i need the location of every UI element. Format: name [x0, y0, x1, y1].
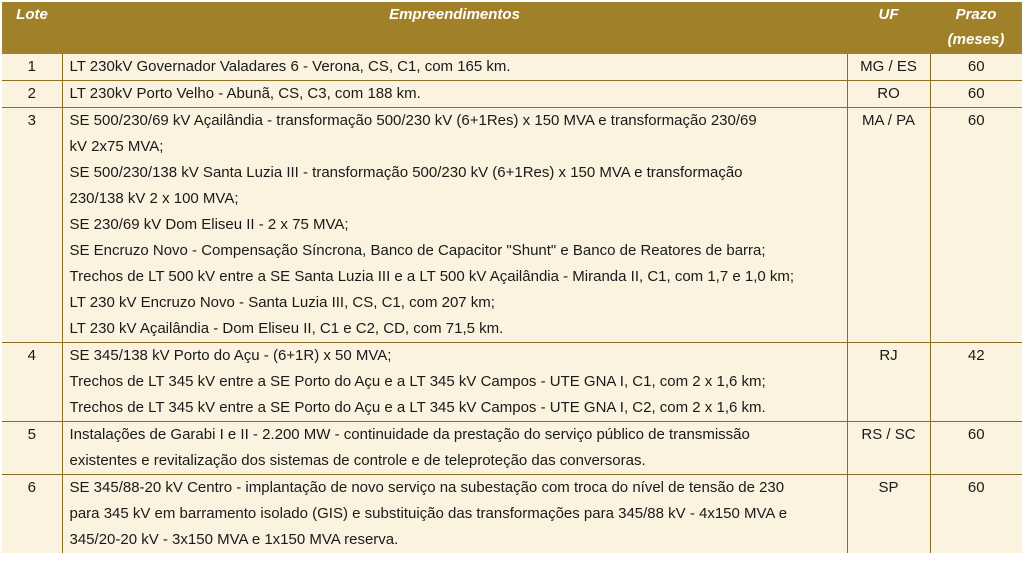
description-line: para 345 kV em barramento isolado (GIS) e substituição das transformações para 345/88 kV - 4x150 MVA e	[69, 505, 788, 522]
cell-prazo: 60	[930, 108, 1022, 343]
description-line: kV 2x75 MVA;	[69, 138, 164, 155]
table-row	[2, 108, 1022, 343]
header-lote: Lote	[2, 2, 62, 54]
description-line: SE 230/69 kV Dom Eliseu II - 2 x 75 MVA;	[69, 216, 349, 233]
table-row	[2, 343, 1022, 422]
description-line: Trechos de LT 345 kV entre a SE Porto do Açu e a LT 345 kV Campos - UTE GNA I, C2, com 2 x 1,6 km.	[69, 399, 766, 416]
description-line: SE 500/230/138 kV Santa Luzia III - transformação 500/230 kV (6+1Res) x 150 MVA e transformação	[69, 164, 743, 181]
description-line: Instalações de Garabi I e II - 2.200 MW - continuidade da prestação do serviço público de transmissão	[69, 426, 750, 443]
cell-prazo: 60	[930, 422, 1022, 475]
description-line: LT 230kV Governador Valadares 6 - Verona, CS, C1, com 165 km.	[69, 58, 511, 75]
cell-empreendimentos	[62, 343, 847, 422]
description-line: 345/20-20 kV - 3x150 MVA e 1x150 MVA reserva.	[69, 531, 399, 548]
cell-empreendimentos	[62, 54, 847, 81]
description-line: LT 230 kV Encruzo Novo - Santa Luzia III, CS, C1, com 207 km;	[69, 294, 495, 311]
description-line: SE 500/230/69 kV Açailândia - transformação 500/230 kV (6+1Res) x 150 MVA e transformação 230/69	[69, 112, 757, 129]
description-line: SE 345/88-20 kV Centro - implantação de novo serviço na subestação com troca do nível de tensão de 230	[69, 479, 785, 496]
description-line: Trechos de LT 500 kV entre a SE Santa Luzia III e a LT 500 kV Açailândia - Miranda II, C1, com 1,7 e 1,0 km;	[69, 268, 795, 285]
cell-prazo: 42	[930, 343, 1022, 422]
description-line: 230/138 kV 2 x 100 MVA;	[69, 190, 239, 207]
table-body	[2, 54, 1022, 553]
cell-empreendimentos	[62, 108, 847, 343]
projects-table	[2, 2, 1022, 553]
cell-lote: 4	[2, 343, 62, 422]
cell-lote: 2	[2, 81, 62, 108]
cell-empreendimentos	[62, 422, 847, 475]
cell-lote: 6	[2, 475, 62, 554]
header-prazo-line2: (meses)	[947, 31, 1005, 48]
header-prazo	[930, 2, 1022, 54]
cell-uf: RO	[847, 81, 930, 108]
cell-prazo: 60	[930, 81, 1022, 108]
cell-uf: RJ	[847, 343, 930, 422]
cell-uf: RS / SC	[847, 422, 930, 475]
header-prazo-line1: Prazo	[955, 6, 997, 23]
table-header-row	[2, 2, 1022, 54]
cell-uf: SP	[847, 475, 930, 554]
description-line: existentes e revitalização dos sistemas de controle e de teleproteção das conversoras.	[69, 452, 646, 469]
table-row	[2, 475, 1022, 554]
table-row	[2, 422, 1022, 475]
description-line: LT 230 kV Açailândia - Dom Eliseu II, C1 e C2, CD, com 71,5 km.	[69, 320, 504, 337]
cell-uf: MG / ES	[847, 54, 930, 81]
cell-lote: 1	[2, 54, 62, 81]
description-line: Trechos de LT 345 kV entre a SE Porto do Açu e a LT 345 kV Campos - UTE GNA I, C1, com 2 x 1,6 km;	[69, 373, 766, 390]
cell-uf: MA / PA	[847, 108, 930, 343]
header-empreendimentos: Empreendimentos	[62, 2, 847, 54]
description-line: SE 345/138 kV Porto do Açu - (6+1R) x 50 MVA;	[69, 347, 392, 364]
table-row	[2, 81, 1022, 108]
description-line: SE Encruzo Novo - Compensação Síncrona, Banco de Capacitor "Shunt" e Banco de Reatores de barra;	[69, 242, 766, 259]
cell-prazo: 60	[930, 54, 1022, 81]
cell-lote: 3	[2, 108, 62, 343]
cell-prazo: 60	[930, 475, 1022, 554]
cell-lote: 5	[2, 422, 62, 475]
cell-empreendimentos	[62, 475, 847, 554]
description-line: LT 230kV Porto Velho - Abunã, CS, C3, com 188 km.	[69, 85, 421, 102]
header-uf: UF	[847, 2, 930, 54]
cell-empreendimentos	[62, 81, 847, 108]
table-row	[2, 54, 1022, 81]
